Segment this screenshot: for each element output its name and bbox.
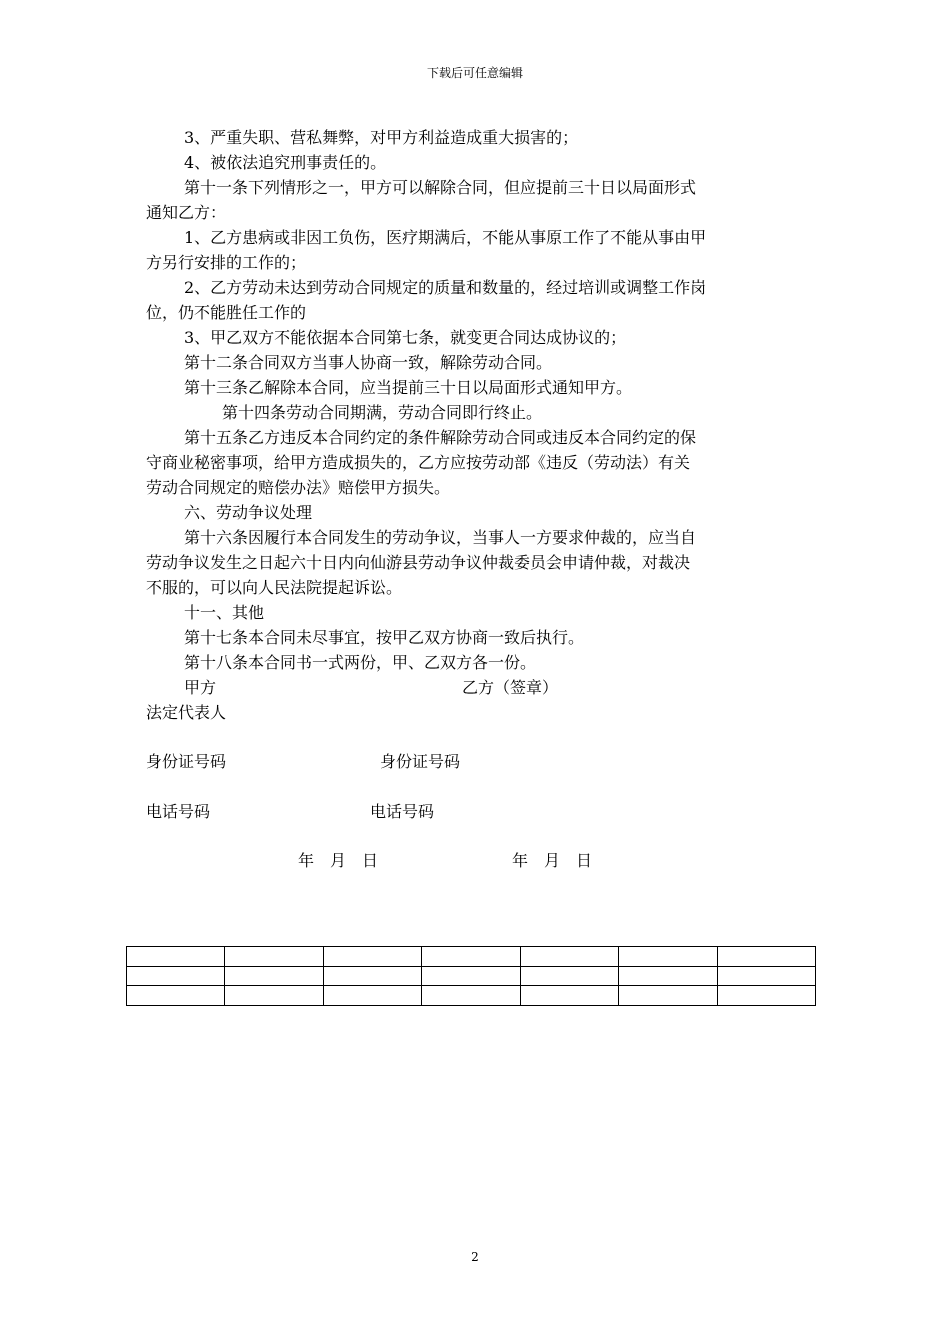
table-cell bbox=[127, 966, 225, 986]
paragraph-line: 第十七条本合同未尽事宜，按甲乙双方协商一致后执行。 bbox=[184, 628, 585, 647]
table-cell bbox=[422, 947, 520, 967]
legal-representative-label: 法定代表人 bbox=[146, 703, 227, 722]
table-cell bbox=[127, 947, 225, 967]
paragraph-line: 第十八条本合同书一式两份，甲、乙双方各一份。 bbox=[184, 653, 537, 672]
table-cell bbox=[717, 966, 815, 986]
section-heading: 十一、其他 bbox=[184, 603, 265, 622]
table-cell bbox=[619, 986, 717, 1006]
table-cell bbox=[225, 947, 323, 967]
paragraph-line: 3、甲乙双方不能依据本合同第七条，就变更合同达成协议的； bbox=[184, 328, 627, 347]
paragraph-line: 3、严重失职、营私舞弊，对甲方利益造成重大损害的； bbox=[184, 128, 579, 147]
paragraph-line: 第十四条劳动合同期满，劳动合同即行终止。 bbox=[222, 403, 543, 422]
table-cell bbox=[520, 947, 618, 967]
paragraph-line: 第十三条乙解除本合同，应当提前三十日以局面形式通知甲方。 bbox=[184, 378, 633, 397]
table-cell bbox=[323, 966, 421, 986]
paragraph-line: 不服的，可以向人民法院提起诉讼。 bbox=[146, 578, 403, 597]
paragraph-line: 通知乙方： bbox=[146, 203, 227, 222]
party-a-phone-label: 电话号码 bbox=[146, 802, 211, 821]
paragraph-line: 第十五条乙方违反本合同约定的条件解除劳动合同或违反本合同约定的保 bbox=[184, 428, 697, 447]
paragraph-line: 第十一条下列情形之一，甲方可以解除合同，但应提前三十日以局面形式 bbox=[184, 178, 697, 197]
page-number: 2 bbox=[471, 1250, 479, 1264]
paragraph-line: 方另行安排的工作的； bbox=[146, 253, 307, 272]
paragraph-line: 4、被依法追究刑事责任的。 bbox=[184, 153, 387, 172]
table-cell bbox=[520, 986, 618, 1006]
table-cell bbox=[225, 986, 323, 1006]
table-row bbox=[127, 986, 816, 1006]
table-cell bbox=[520, 966, 618, 986]
paragraph-line: 第十二条合同双方当事人协商一致，解除劳动合同。 bbox=[184, 353, 553, 372]
table-cell bbox=[323, 986, 421, 1006]
table-row bbox=[127, 966, 816, 986]
table-cell bbox=[619, 966, 717, 986]
page-header: 下载后可任意编辑 bbox=[426, 66, 523, 80]
table-cell bbox=[225, 966, 323, 986]
party-b-phone-label: 电话号码 bbox=[370, 802, 435, 821]
table-cell bbox=[323, 947, 421, 967]
table-cell bbox=[127, 986, 225, 1006]
blank-table bbox=[126, 946, 816, 1006]
paragraph-line: 第十六条因履行本合同发生的劳动争议，当事人一方要求仲裁的，应当自 bbox=[184, 528, 697, 547]
table-cell bbox=[717, 986, 815, 1006]
paragraph-line: 守商业秘密事项，给甲方造成损失的，乙方应按劳动部《违反（劳动法）有关 bbox=[146, 453, 691, 472]
paragraph-line: 劳动争议发生之日起六十日内向仙游县劳动争议仲裁委员会申请仲裁，对裁决 bbox=[146, 553, 691, 572]
party-a-id-label: 身份证号码 bbox=[146, 752, 227, 771]
table-cell bbox=[422, 986, 520, 1006]
paragraph-line: 1、乙方患病或非因工负伤，医疗期满后，不能从事原工作了不能从事由甲 bbox=[184, 228, 707, 247]
table-row bbox=[127, 947, 816, 967]
party-a-label: 甲方 bbox=[184, 678, 217, 697]
table-cell bbox=[717, 947, 815, 967]
paragraph-line: 2、乙方劳动未达到劳动合同规定的质量和数量的，经过培训或调整工作岗 bbox=[184, 278, 707, 297]
party-b-date: 年 月 日 bbox=[512, 851, 593, 870]
paragraph-line: 位，仍不能胜任工作的 bbox=[146, 303, 307, 322]
paragraph-line: 劳动合同规定的赔偿办法》赔偿甲方损失。 bbox=[146, 478, 451, 497]
table-cell bbox=[422, 966, 520, 986]
party-a-date: 年 月 日 bbox=[298, 851, 379, 870]
section-heading: 六、劳动争议处理 bbox=[184, 503, 313, 522]
party-b-id-label: 身份证号码 bbox=[380, 752, 461, 771]
party-b-label: 乙方（签章） bbox=[462, 678, 559, 697]
table-cell bbox=[619, 947, 717, 967]
